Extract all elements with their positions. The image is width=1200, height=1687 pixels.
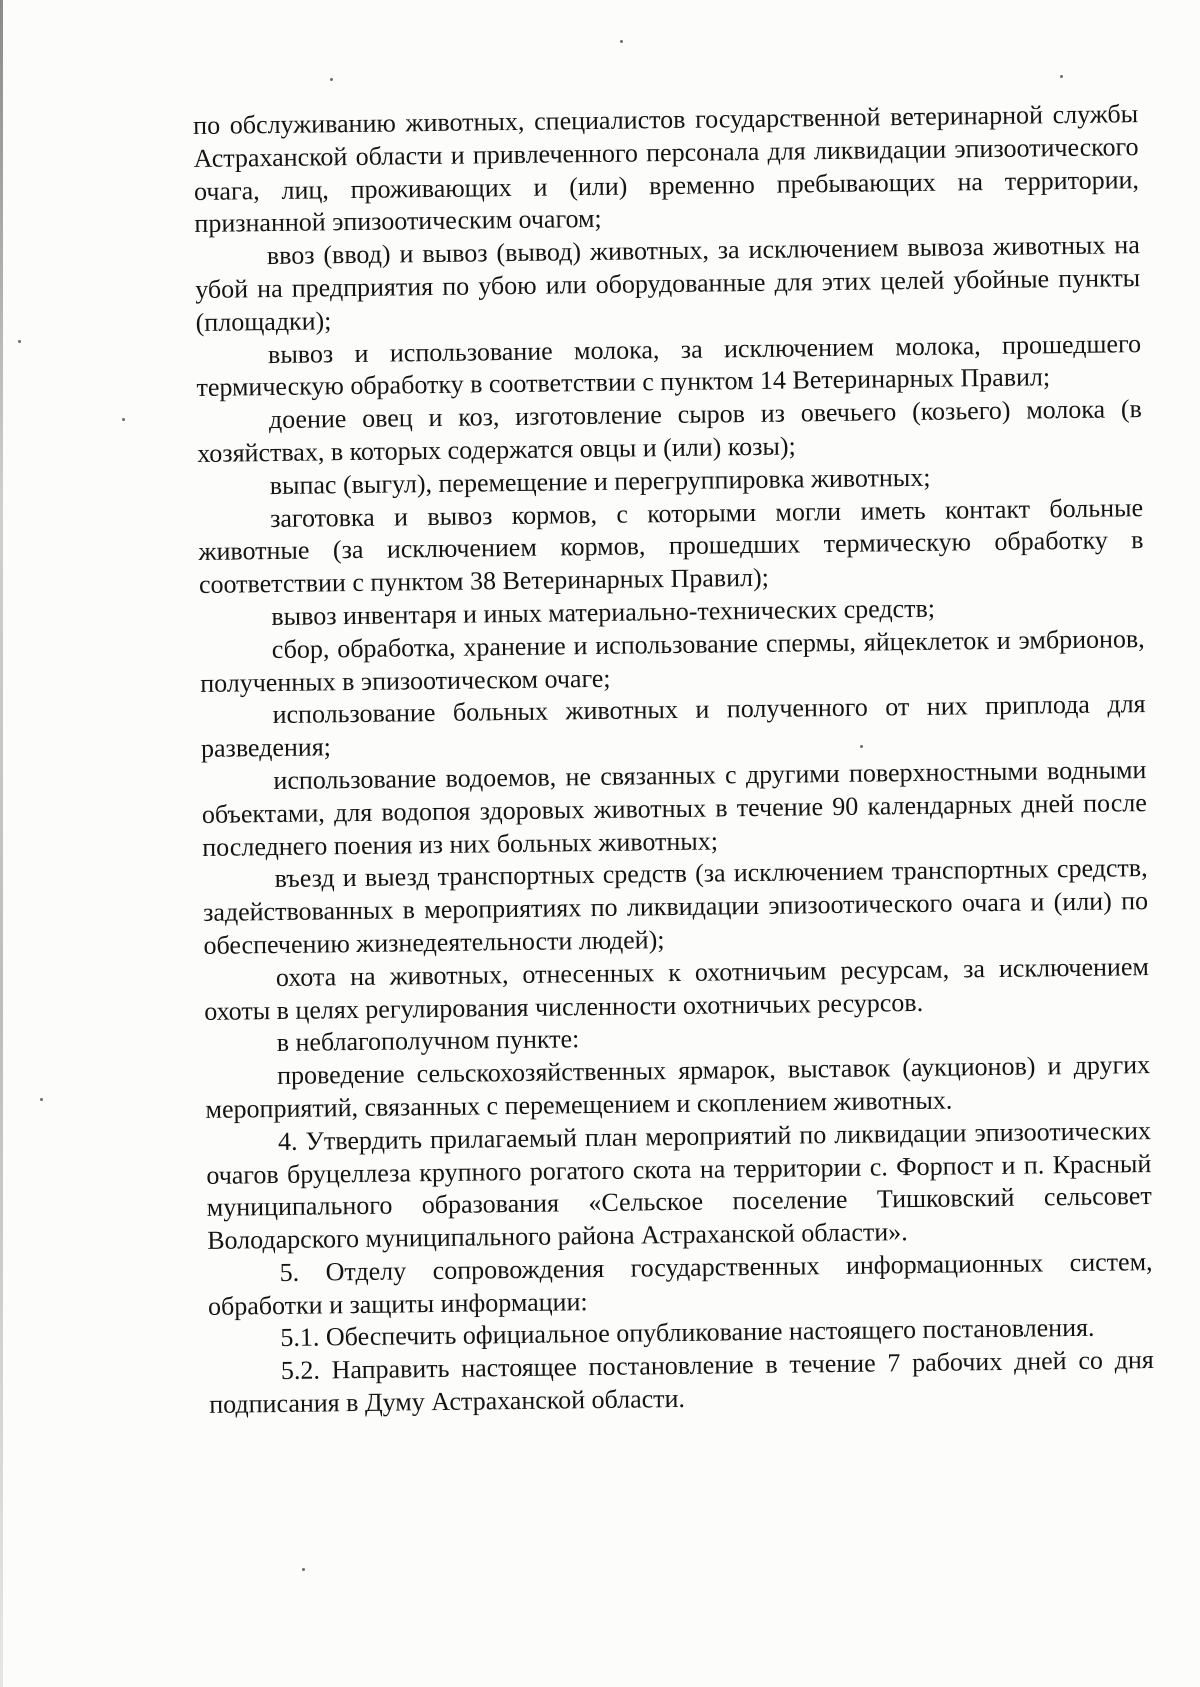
document-text-body [193, 98, 1154, 1422]
paragraph-import-export-animals: ввоз (ввод) и вывоз (вывод) животных, за исключением вывоза животных на убой на предприятия по убою или оборудованные для этих целей убойные пункты (площадки); [195, 230, 1141, 337]
scan-speck [620, 40, 623, 43]
paragraph-milk: вывоз и использование молока, за исключением молока, прошедшего термическую обработку в соответствии с пунктом 14 Ветеринарных Правил; [196, 328, 1142, 403]
paragraph-milking: доение овец и коз, изготовление сыров из овечьего (козьего) молока (в хозяйствах, в которых содержатся овцы и (или) козы); [197, 394, 1143, 468]
paragraph-breeding: использование больных животных и полученного от них приплода для разведения; [200, 689, 1146, 764]
scan-speck [330, 78, 333, 81]
paragraph-unfavourable-point: в неблагополучном пункте: [276, 1024, 580, 1058]
paragraph-continuation: по обслуживанию животных, специалистов государственной ветеринарной службы Астраханской области и привлеченного персонала для ликвидации эпизоотического очага, лиц, проживающих и (или) временно пребывающих на территории, признанной эпизоотическим очагом; [193, 99, 1140, 239]
scan-speck [122, 418, 125, 421]
paragraph-vehicles: въезд и выезд транспортных средств (за исключением транспортных средств, задействованных в мероприятиях по ликвидации эпизоотического очага и (или) по обеспечению жизнедеятельности людей); [202, 853, 1149, 960]
scan-edge-shadow [0, 0, 3, 1687]
paragraph-fairs: проведение сельскохозяйственных ярмарок, выставок (аукционов) и других мероприятий, связанных с перемещением и скоплением животных. [205, 1050, 1151, 1124]
paragraph-hunting: охота на животных, отнесенных к охотничьим ресурсам, за исключением охоты в целях регулирования численности охотничьих ресурсов. [204, 951, 1150, 1026]
scan-speck [302, 1568, 305, 1571]
paragraph-item-5-1: 5.1. Обеспечить официальное опубликование настоящего постановления. [280, 1313, 1095, 1353]
paragraph-item-4: 4. Утвердить прилагаемый план мероприятий по ликвидации эпизоотических очагов бруцеллеза крупного рогатого скота на территории с. Форпост и п. Красный муниципального образования «Сельское поселение Тишковский сельсовет Володарского муниципального района Астраханской области». [206, 1115, 1152, 1256]
paragraph-water-bodies: использование водоемов, не связанных с другими поверхностными водными объектами, для водопоя здоровых животных в течение 90 календарных дней после последнего поения из них больных животных; [201, 755, 1147, 862]
paragraph-feed: заготовка и вывоз кормов, с которыми могли иметь контакт больные животные (за исключением кормов, прошедших термическую обработку в соответствии с пунктом 38 Ветеринарных Правил); [198, 492, 1144, 600]
scan-speck [1060, 75, 1063, 78]
scan-speck [18, 340, 21, 343]
scan-speck [40, 1098, 43, 1101]
paragraph-inventory: вывоз инвентаря и иных материально-технических средств; [271, 593, 936, 632]
paragraph-grazing: выпас (выгул), перемещение и перегруппировка животных; [269, 462, 931, 500]
paragraph-item-5-2: 5.2. Направить настоящее постановление в течение 7 рабочих дней со дня подписания в Думу Астраханской области. [209, 1345, 1154, 1419]
paragraph-sperm: сбор, обработка, хранение и использование спермы, яйцеклеток и эмбрионов, полученных в эпизоотическом очаге; [200, 623, 1145, 698]
paragraph-item-5: 5. Отделу сопровождения государственных информационных систем, обработки и защиты информации: [207, 1246, 1153, 1321]
